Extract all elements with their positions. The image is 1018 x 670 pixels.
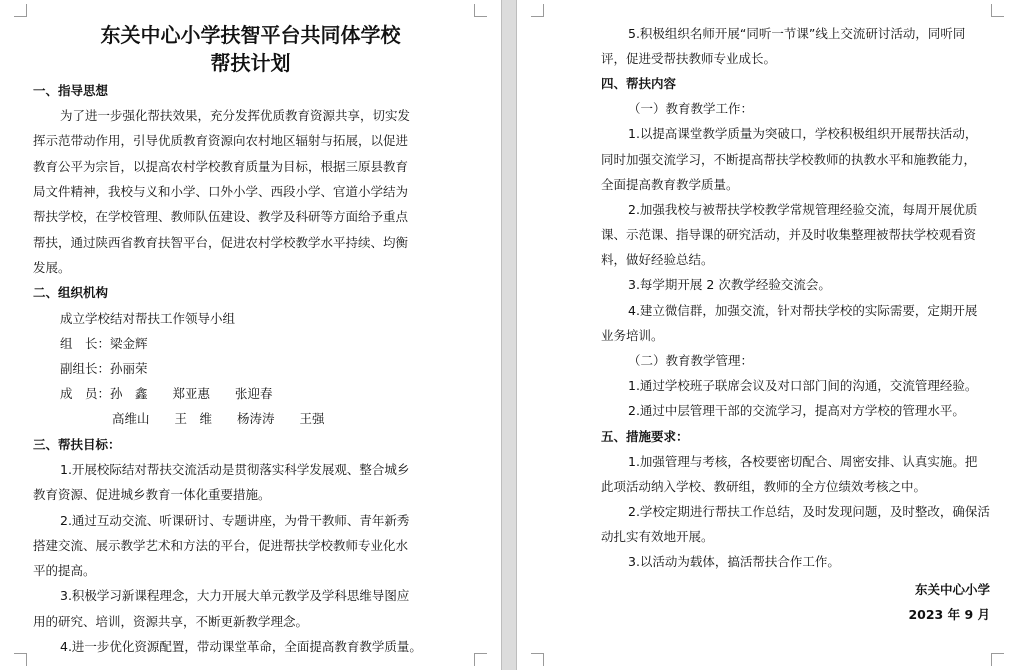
- paragraph-line: 2.通过互动交流、听课研讨、专题讲座，为骨干教师、青年新秀: [60, 513, 410, 528]
- signature-date: 2023 年 9 月: [908, 607, 990, 622]
- crop-mark: [474, 4, 487, 17]
- paragraph-line: 3.以活动为载体，搞活帮扶合作工作。: [628, 554, 840, 569]
- paragraph-line: 搭建交流、展示教学艺术和方法的平台，促进帮扶学校教师专业化水: [33, 538, 409, 553]
- paragraph-line: 1.以提高课堂教学质量为突破口，学校积极组织开展帮扶活动，: [628, 126, 978, 141]
- org-deputy: 副组长：孙丽荣: [60, 361, 148, 376]
- page-gutter: [501, 0, 517, 670]
- paragraph-line: 此项活动纳入学校、教研组，教师的全方位绩效考核之中。: [601, 479, 927, 494]
- crop-mark: [531, 653, 544, 666]
- paragraph-line: 挥示范带动作用，引导优质教育资源向农村地区辐射与拓展，以促进: [33, 133, 409, 148]
- section-heading-guiding: 一、指导思想: [33, 83, 109, 98]
- section-heading-goals: 三、帮扶目标：: [33, 437, 121, 452]
- paragraph-line: 平的提高。: [33, 563, 96, 578]
- paragraph-line: 1.开展校际结对帮扶交流活动是贯彻落实科学发展观、整合城乡: [60, 462, 410, 477]
- crop-mark: [991, 4, 1004, 17]
- paragraph-line: 为了进一步强化帮扶效果，充分发挥优质教育资源共享，切实发: [60, 108, 411, 123]
- paragraph-line: 2.加强我校与被帮扶学校教学常规管理经验交流，每周开展优质: [628, 202, 978, 217]
- signature-organization: 东关中心小学: [914, 582, 990, 597]
- crop-mark: [14, 653, 27, 666]
- org-line: 成立学校结对帮扶工作领导小组: [60, 311, 236, 326]
- crop-mark: [474, 653, 487, 666]
- document-page-right: [517, 0, 1018, 670]
- org-leader: 组 长：梁金辉: [60, 336, 148, 351]
- section-heading-organization: 二、组织机构: [33, 285, 109, 300]
- paragraph-line: 教育资源、促进城乡教育一体化重要措施。: [33, 487, 271, 502]
- paragraph-line: 5.积极组织名师开展“同听一节课”线上交流研讨活动，同听同: [628, 26, 966, 41]
- paragraph-line: 2.学校定期进行帮扶工作总结，及时发现问题，及时整改，确保活: [628, 504, 990, 519]
- paragraph-line: 全面提高教育教学质量。: [601, 177, 739, 192]
- paragraph-line: 料，做好经验总结。: [601, 252, 714, 267]
- paragraph-line: 3.每学期开展 2 次教学经验交流会。: [628, 277, 831, 292]
- crop-mark: [14, 4, 27, 17]
- paragraph-line: 4.建立微信群，加强交流，针对帮扶学校的实际需要，定期开展: [628, 303, 978, 318]
- paragraph-line: 课、示范课、指导课的研究活动，并及时收集整理被帮扶学校观看资: [601, 227, 977, 242]
- paragraph-line: 动扎实有效地开展。: [601, 529, 714, 544]
- paragraph-line: 2.通过中层管理干部的交流学习，提高对方学校的管理水平。: [628, 403, 965, 418]
- subsection-heading: （一）教育教学工作：: [628, 101, 754, 116]
- paragraph-line: 帮扶学校，在学校管理、教师队伍建设、教学及科研等方面给予重点: [33, 209, 409, 224]
- paragraph-line: 局文件精神，我校与义和小学、口外小学、西段小学、官道小学结为: [33, 184, 409, 199]
- crop-mark: [991, 653, 1004, 666]
- paragraph-line: 1.通过学校班子联席会议及对口部门间的沟通，交流管理经验。: [628, 378, 978, 393]
- paragraph-line: 4.进一步优化资源配置，带动课堂革命，全面提高教育教学质量。: [60, 639, 422, 654]
- crop-mark: [531, 4, 544, 17]
- paragraph-line: 1.加强管理与考核，各校要密切配合、周密安排、认真实施。把: [628, 454, 978, 469]
- document-title: 东关中心小学扶智平台共同体学校: [100, 23, 401, 47]
- subsection-heading: （二）教育教学管理：: [628, 353, 754, 368]
- document-subtitle: 帮扶计划: [210, 51, 291, 75]
- section-heading-content: 四、帮扶内容: [601, 76, 677, 91]
- paragraph-line: 3.积极学习新课程理念，大力开展大单元教学及学科思维导图应: [60, 588, 410, 603]
- document-page-left: [0, 0, 501, 670]
- org-members: 成 员：孙 鑫 郑亚惠 张迎春: [60, 386, 273, 401]
- paragraph-line: 同时加强交流学习，不断提高帮扶学校教师的执教水平和施教能力，: [601, 152, 977, 167]
- paragraph-line: 评，促进受帮扶教师专业成长。: [601, 51, 777, 66]
- paragraph-line: 发展。: [33, 260, 71, 275]
- paragraph-line: 业务培训。: [601, 328, 664, 343]
- paragraph-line: 用的研究、培训，资源共享，不断更新教学理念。: [33, 614, 309, 629]
- org-members-cont: 高维山 王 维 杨涛涛 王强: [112, 411, 325, 426]
- paragraph-line: 帮扶，通过陕西省教育扶智平台，促进农村学校教学水平持续、均衡: [33, 235, 409, 250]
- paragraph-line: 教育公平为宗旨，以提高农村学校教育质量为目标，根据三原县教育: [33, 159, 409, 174]
- section-heading-measures: 五、措施要求：: [601, 429, 689, 444]
